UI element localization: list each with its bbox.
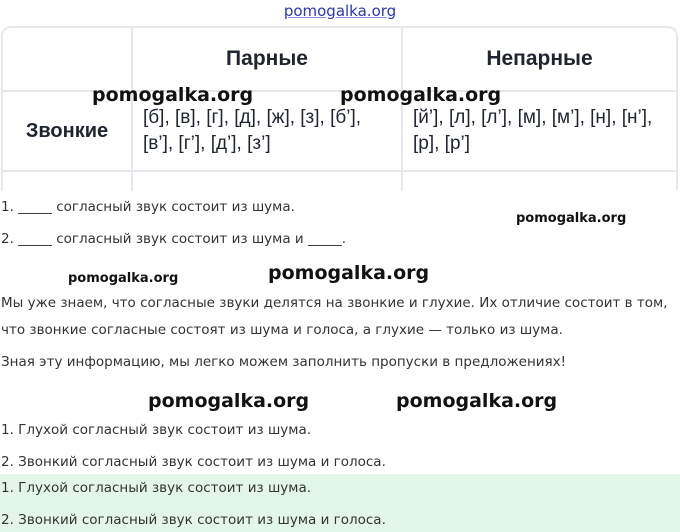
row-label-voiced: Звонкие [3, 92, 133, 172]
final-answer-2: 2. Звонкий согласный звук состоит из шума и голоса. [1, 512, 386, 528]
watermark: pomogalka.org [92, 84, 254, 106]
note-paragraph: Зная эту информацию, мы легко можем заполнить пропуски в предложениях! [1, 354, 567, 370]
cell-voiced-unpaired: [й’], [л], [л’], [м], [м’], [н], [н’], [р], [р’] [403, 92, 676, 172]
watermark: pomogalka.org [68, 271, 179, 286]
watermark: pomogalka.org [268, 262, 430, 284]
site-watermark-top: pomogalka.org [283, 2, 397, 20]
cut-row-unpaired [403, 172, 676, 191]
table-header-row [3, 28, 676, 92]
column-header-unpaired: Непарные [403, 28, 676, 92]
consonants-table [1, 26, 678, 191]
table-corner-cell [3, 28, 133, 92]
answer-1: 1. Глухой согласный звук состоит из шума. [1, 422, 312, 438]
watermark: pomogalka.org [340, 84, 502, 106]
final-answer-1: 1. Глухой согласный звук состоит из шума. [1, 480, 312, 496]
sounds-table-wrapper [0, 26, 680, 191]
question-2: 2. _____ согласный звук состоит из шума и _____. [1, 231, 347, 247]
explanation-paragraph: Мы уже знаем, что согласные звуки делятся на звонкие и глухие. Их отличие состоит в том, что звонкие согласные состоят из шума и голоса, а глухие — только из шума. [1, 295, 668, 338]
table-row-cut [3, 172, 676, 191]
cell-voiced-paired: [б], [в], [г], [д], [ж], [з], [б’], [в’], [г’], [д’], [з’] [133, 92, 403, 172]
answer-2: 2. Звонкий согласный звук состоит из шума и голоса. [1, 454, 386, 470]
cut-row-paired-text [133, 185, 401, 191]
watermark: pomogalka.org [148, 390, 310, 412]
question-1: 1. _____ согласный звук состоит из шума. [1, 199, 295, 215]
cut-row-paired [133, 172, 403, 191]
watermark: pomogalka.org [396, 390, 558, 412]
watermark: pomogalka.org [516, 211, 627, 226]
column-header-paired: Парные [133, 28, 403, 92]
cut-row-label [3, 172, 133, 191]
